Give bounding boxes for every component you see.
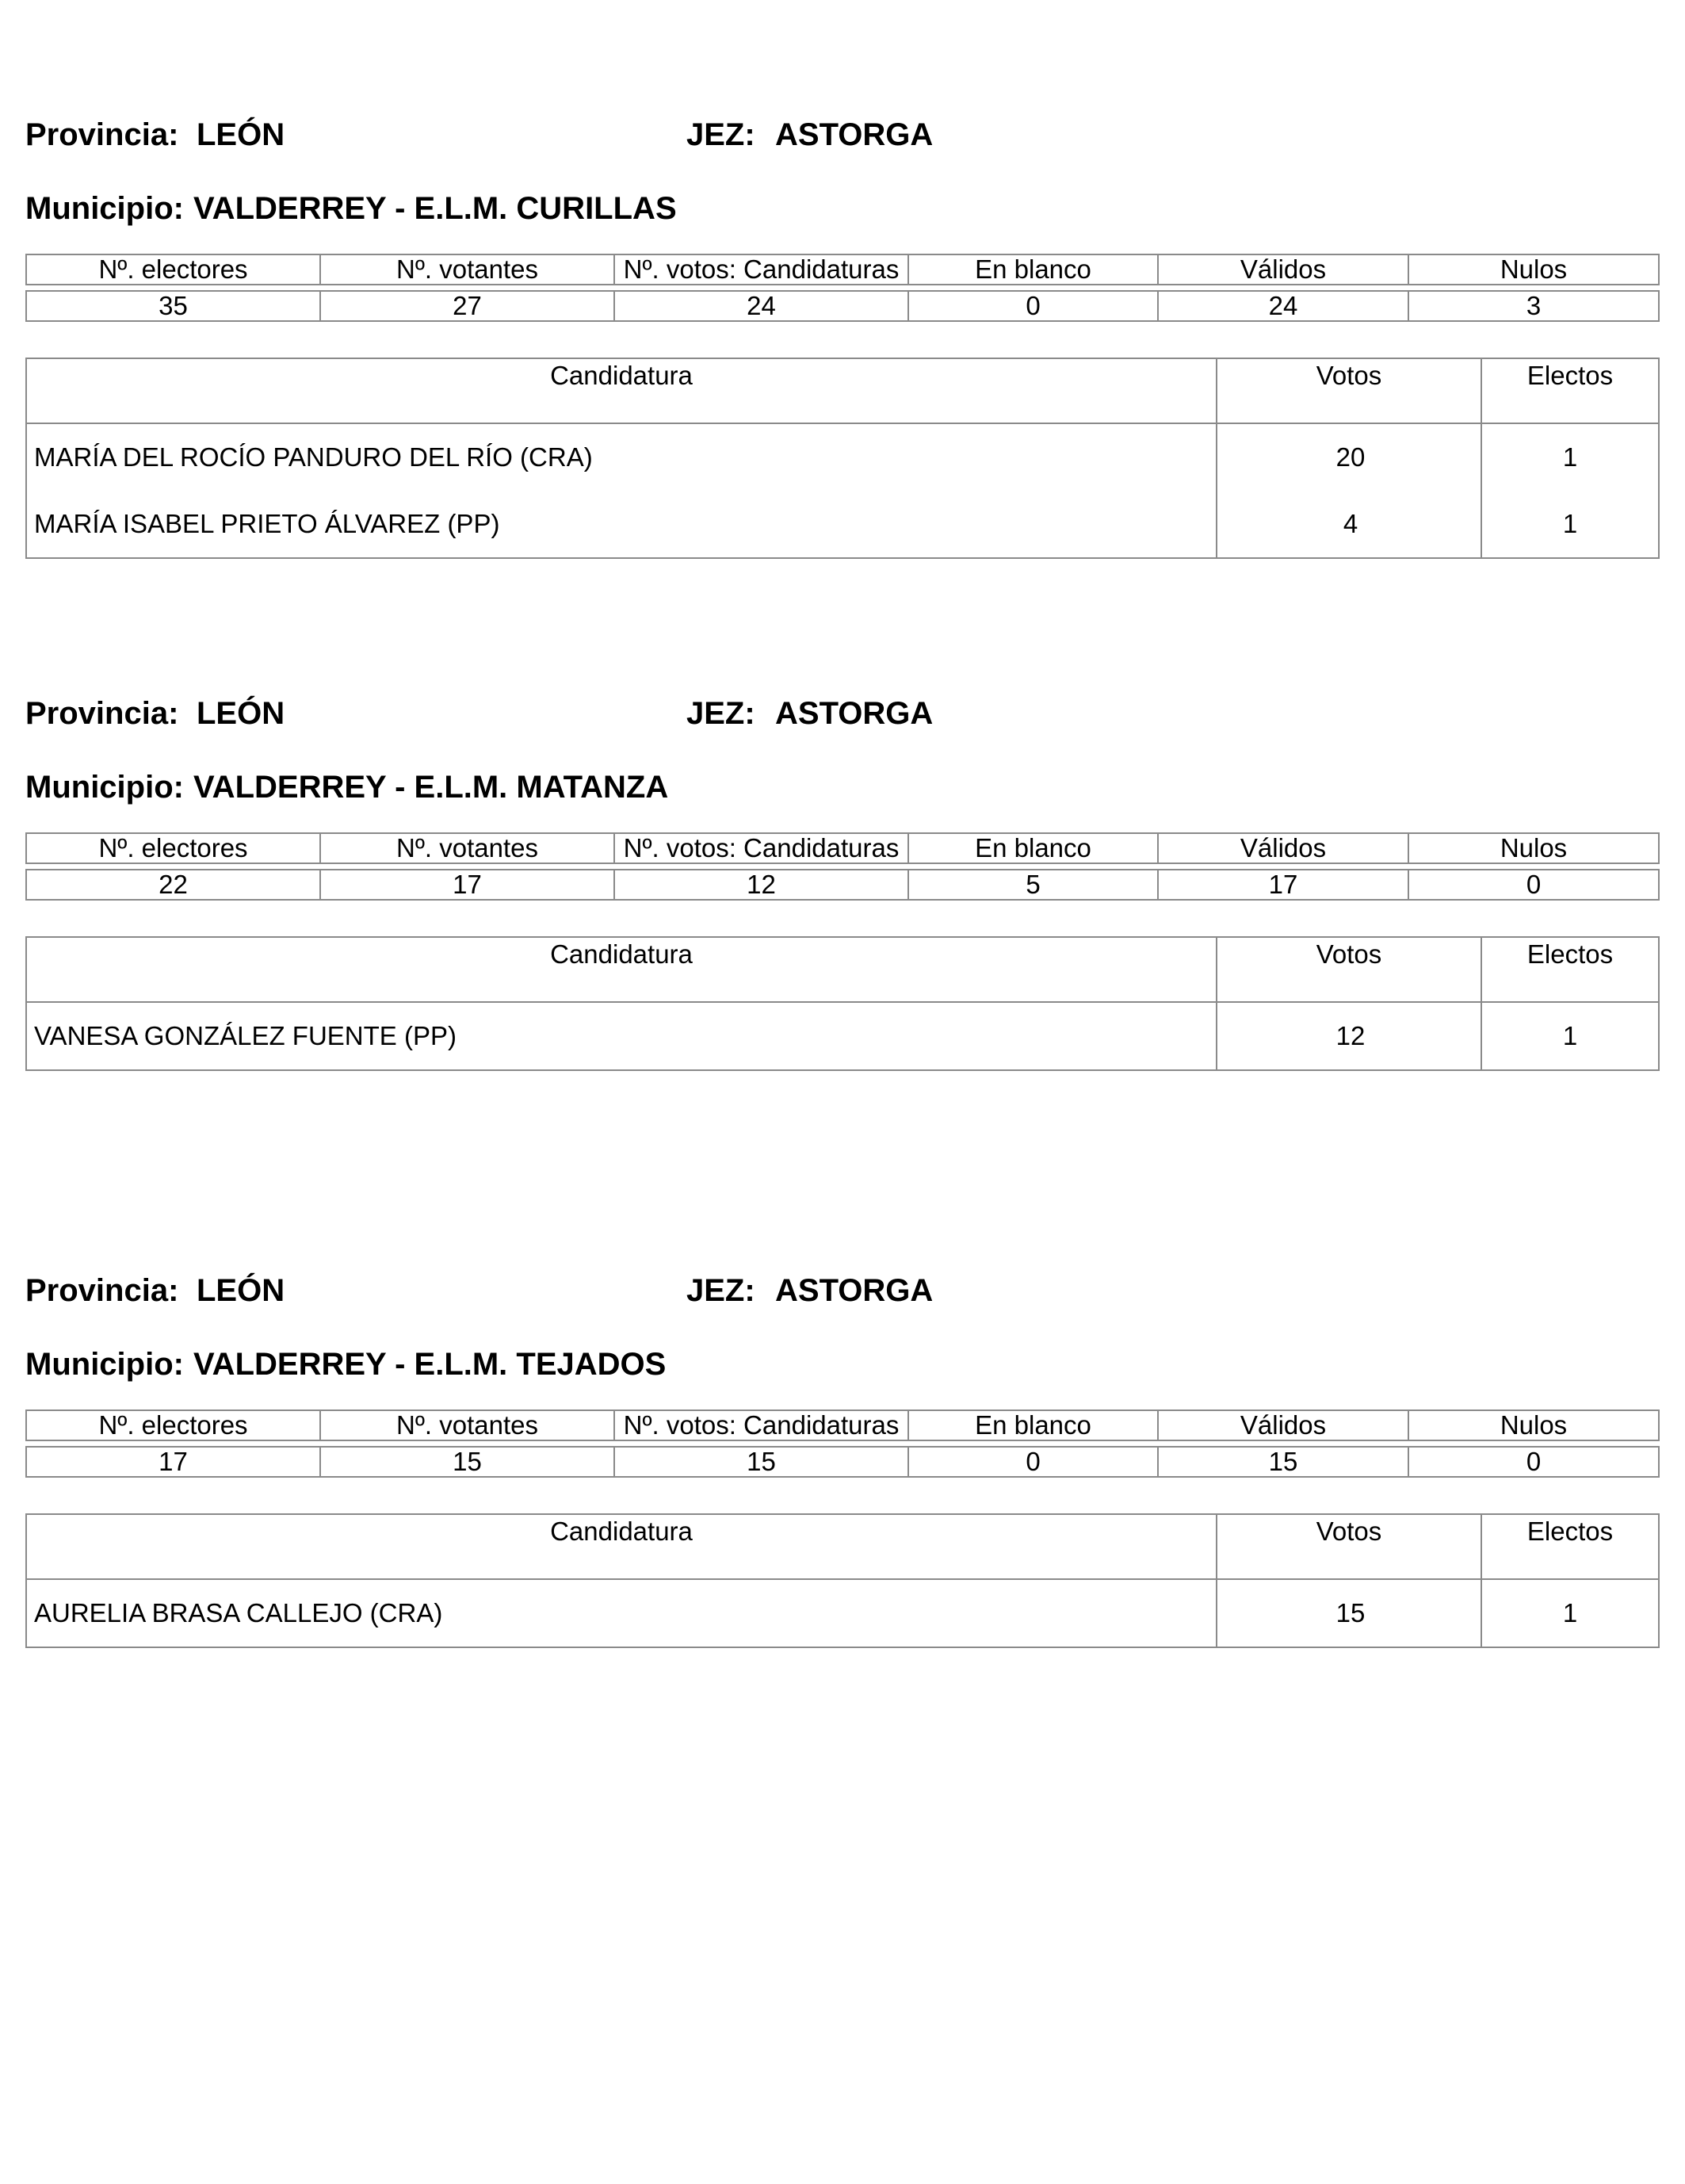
jez-label: JEZ: [686,1273,755,1308]
stats-value-row [26,870,1659,900]
stat-header-votos-candidaturas: Nº. votos: Candidaturas [614,1410,908,1440]
municipio-label: Municipio: [25,1347,184,1382]
candidate-electos: 1 [1481,423,1659,491]
stat-value-electores: 22 [26,870,320,900]
stats-table [25,1409,1660,1478]
stat-value-votantes: 27 [320,291,614,321]
provincia-label: Provincia: [25,117,179,152]
header-votos: Votos [1217,937,1481,1002]
stat-header-validos: Válidos [1158,833,1408,863]
municipio-heading [25,1341,1658,1388]
stats-table [25,254,1660,322]
jez-value: ASTORGA [775,117,934,152]
candidate-electos: 1 [1481,1002,1659,1070]
jez-value: ASTORGA [775,1273,934,1308]
stats-header-row [26,1410,1659,1440]
provincia-value: LEÓN [197,1273,285,1308]
stat-value-votos-candidaturas: 15 [614,1447,908,1477]
stat-header-votos-candidaturas: Nº. votos: Candidaturas [614,833,908,863]
stats-value-row [26,1447,1659,1477]
header-electos: Electos [1481,1514,1659,1579]
stat-value-votantes: 15 [320,1447,614,1477]
municipio-heading [25,185,1658,232]
stats-table [25,832,1660,901]
header-electos: Electos [1481,937,1659,1002]
stats-header-row [26,254,1659,285]
stat-value-validos: 24 [1158,291,1408,321]
candidates-header-row [26,358,1659,423]
provincia-label: Provincia: [25,1273,179,1308]
stats-value-row [26,291,1659,321]
provincia-value: LEÓN [197,117,285,152]
stat-header-nulos: Nulos [1408,254,1659,285]
header-electos: Electos [1481,358,1659,423]
stat-header-en-blanco: En blanco [908,833,1158,863]
municipio-value: VALDERREY - E.L.M. CURILLAS [193,191,677,226]
candidate-row [26,1002,1659,1070]
stat-value-electores: 35 [26,291,320,321]
result-section-matanza [25,690,1658,1071]
provincia-label: Provincia: [25,696,179,731]
candidate-votos: 4 [1217,491,1481,558]
result-section-tejados [25,1267,1658,1648]
stat-value-electores: 17 [26,1447,320,1477]
stat-header-votantes: Nº. votantes [320,254,614,285]
section-header [25,690,1658,737]
stat-value-votos-candidaturas: 12 [614,870,908,900]
stats-header-row [26,833,1659,863]
candidates-table [25,1513,1660,1648]
candidate-row [26,491,1659,558]
jez-label: JEZ: [686,696,755,731]
stat-value-nulos: 3 [1408,291,1659,321]
candidates-header-row [26,937,1659,1002]
header-candidatura: Candidatura [26,358,1217,423]
result-section-curillas [25,111,1658,559]
stat-header-electores: Nº. electores [26,1410,320,1440]
stat-value-votantes: 17 [320,870,614,900]
municipio-label: Municipio: [25,770,184,805]
header-votos: Votos [1217,358,1481,423]
stat-header-votantes: Nº. votantes [320,833,614,863]
stat-value-validos: 17 [1158,870,1408,900]
candidate-row [26,1579,1659,1647]
stat-header-nulos: Nulos [1408,833,1659,863]
stat-header-en-blanco: En blanco [908,1410,1158,1440]
candidate-electos: 1 [1481,1579,1659,1647]
candidate-row [26,423,1659,491]
jez-label: JEZ: [686,117,755,152]
stat-header-en-blanco: En blanco [908,254,1158,285]
stat-value-nulos: 0 [1408,870,1659,900]
stat-value-en-blanco: 0 [908,1447,1158,1477]
stat-header-votantes: Nº. votantes [320,1410,614,1440]
candidate-votos: 20 [1217,423,1481,491]
candidates-header-row [26,1514,1659,1579]
stat-header-votos-candidaturas: Nº. votos: Candidaturas [614,254,908,285]
provincia-value: LEÓN [197,696,285,731]
header-votos: Votos [1217,1514,1481,1579]
stat-value-en-blanco: 5 [908,870,1158,900]
stat-header-validos: Válidos [1158,254,1408,285]
candidate-name: AURELIA BRASA CALLEJO (CRA) [26,1579,1217,1647]
jez-value: ASTORGA [775,696,934,731]
municipio-value: VALDERREY - E.L.M. MATANZA [193,770,669,805]
municipio-heading [25,763,1658,811]
header-candidatura: Candidatura [26,1514,1217,1579]
candidate-name: MARÍA DEL ROCÍO PANDURO DEL RÍO (CRA) [26,423,1217,491]
stat-value-nulos: 0 [1408,1447,1659,1477]
candidates-table [25,936,1660,1071]
stat-value-en-blanco: 0 [908,291,1158,321]
stat-header-electores: Nº. electores [26,833,320,863]
section-header [25,1267,1658,1314]
candidate-name: MARÍA ISABEL PRIETO ÁLVAREZ (PP) [26,491,1217,558]
stat-value-validos: 15 [1158,1447,1408,1477]
candidate-votos: 12 [1217,1002,1481,1070]
stat-header-nulos: Nulos [1408,1410,1659,1440]
municipio-value: VALDERREY - E.L.M. TEJADOS [193,1347,667,1382]
candidate-electos: 1 [1481,491,1659,558]
section-header [25,111,1658,159]
header-candidatura: Candidatura [26,937,1217,1002]
candidates-table [25,358,1660,559]
candidate-name: VANESA GONZÁLEZ FUENTE (PP) [26,1002,1217,1070]
stat-header-electores: Nº. electores [26,254,320,285]
stat-header-validos: Válidos [1158,1410,1408,1440]
stat-value-votos-candidaturas: 24 [614,291,908,321]
municipio-label: Municipio: [25,191,184,226]
candidate-votos: 15 [1217,1579,1481,1647]
